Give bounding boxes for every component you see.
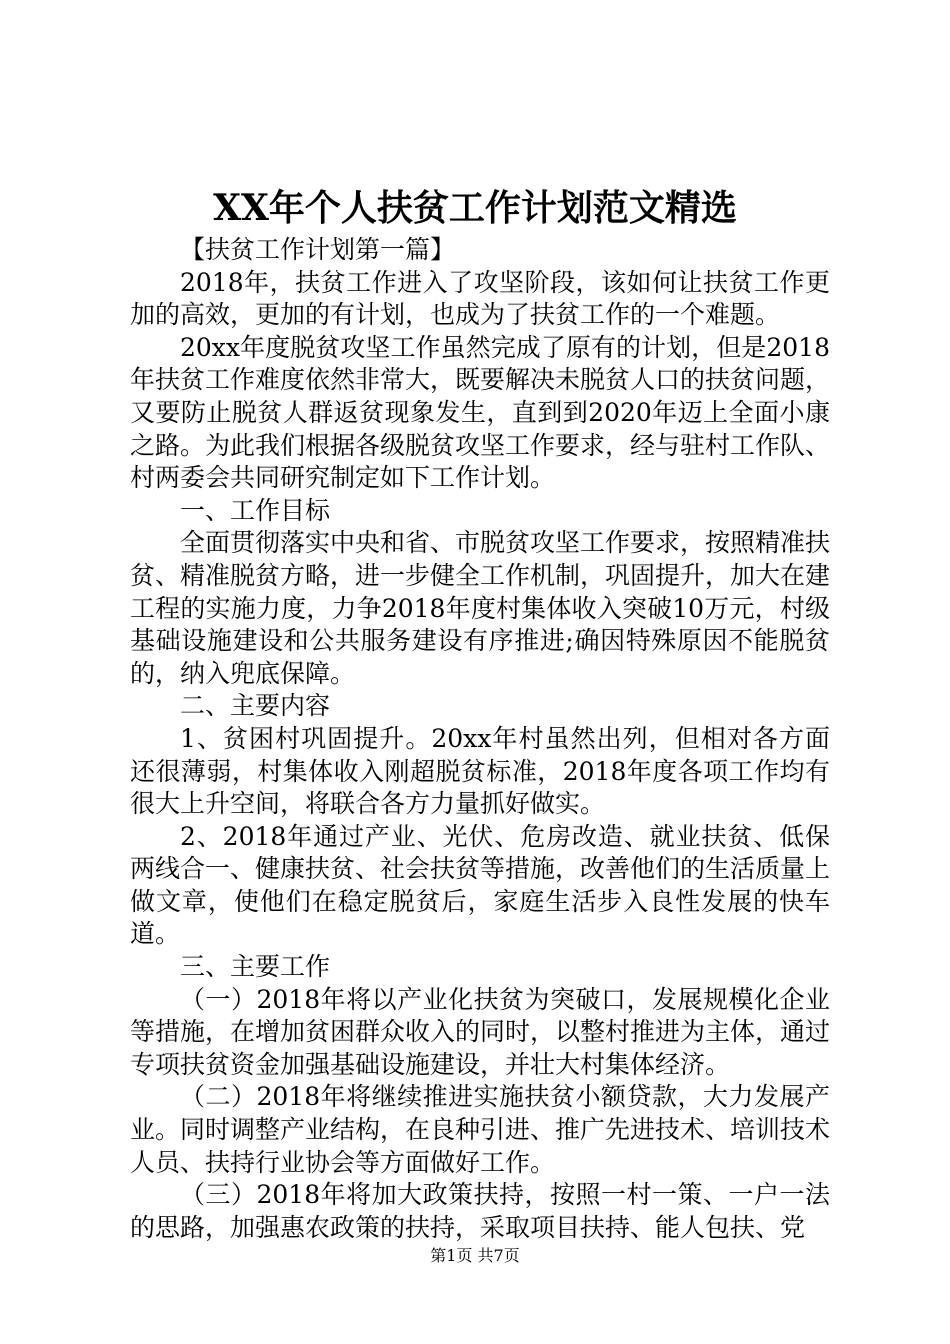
heading-main-content: 二、主要内容 — [180, 691, 331, 721]
document-body — [130, 234, 830, 1244]
paragraph-work-goals: 全面贯彻落实中央和省、市脱贫攻坚工作要求，按照精准扶贫、精准脱贫方略，进一步健全工作机制，巩固提升，加大在建工程的实施力度，力争2018年度村集体收入突破10万元，村级基础设施建设和公共服务建设有序推进;确因特殊原因不能脱贫的，纳入兜底保障。 — [130, 528, 831, 688]
document-title: XX年个人扶贫工作计划范文精选 — [213, 187, 737, 229]
paragraph-work-item-1: （一）2018年将以产业化扶贫为突破口，发展规模化企业等措施，在增加贫困群众收入的同时，以整村推进为主体，通过专项扶贫资金加强基础设施建设，并壮大村集体经济。 — [130, 984, 831, 1079]
section-label: 【扶贫工作计划第一篇】 — [180, 235, 456, 264]
paragraph-content-item-2: 2、2018年通过产业、光伏、危房改造、就业扶贫、低保两线合一、健康扶贫、社会扶贫等措施，改善他们的生活质量上做文章，使他们在稳定脱贫后，家庭生活步入良性发展的快车道。 — [130, 821, 831, 949]
paragraph-intro: 2018年，扶贫工作进入了攻坚阶段，该如何让扶贫工作更加的高效，更加的有计划，也成为了扶贫工作的一个难题。 — [130, 267, 830, 330]
heading-main-work: 三、主要工作 — [180, 952, 331, 982]
page-footer: 第1页 共7页 — [430, 1246, 520, 1265]
paragraph-work-item-3: （三）2018年将加大政策扶持，按照一村一策、一户一法的思路，加强惠农政策的扶持，采取项目扶持、能人包扶、党 — [130, 1180, 830, 1242]
heading-work-goals: 一、工作目标 — [180, 495, 331, 525]
paragraph-background: 20xx年度脱贫攻坚工作虽然完成了原有的计划，但是2018年扶贫工作难度依然非常大，既要解决未脱贫人口的扶贫问题，又要防止脱贫人群返贫现象发生，直到到2020年迈上全面小康之路。为此我们根据各级脱贫攻坚工作要求，经与驻村工作队、村两委会共同研究制定如下工作计划。 — [130, 332, 831, 493]
paragraph-content-item-1: 1、贫困村巩固提升。20xx年村虽然出列，但相对各方面还很薄弱，村集体收入刚超脱贫标准，2018年度各项工作均有很大上升空间，将联合各方力量抓好做实。 — [130, 723, 830, 819]
paragraph-work-item-2: （二）2018年将继续推进实施扶贫小额贷款，大力发展产业。同时调整产业结构，在良种引进、推广先进技术、培训技术人员、扶持行业协会等方面做好工作。 — [130, 1082, 831, 1177]
